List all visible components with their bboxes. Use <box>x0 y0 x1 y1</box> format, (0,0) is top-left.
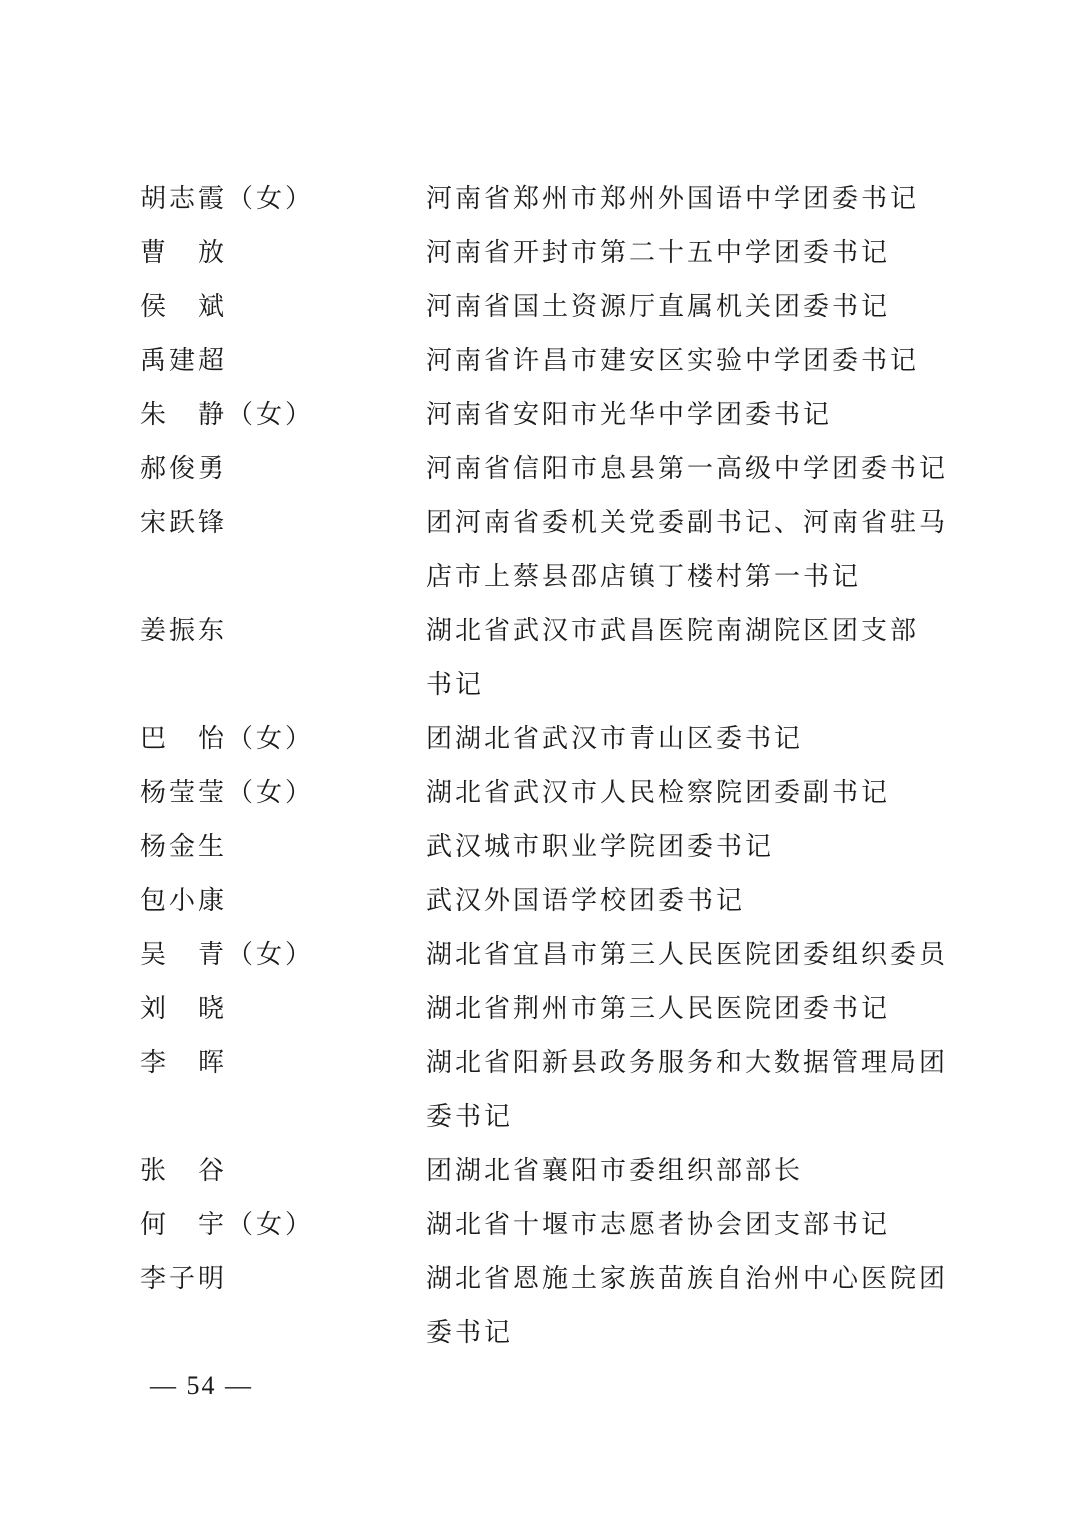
person-name: 郝俊勇 <box>140 454 228 484</box>
list-item <box>0 226 1080 280</box>
organization-line: 湖北省武汉市人民检察院团委副书记 <box>426 778 891 808</box>
person-name: 杨莹莹（女） <box>140 778 315 808</box>
person-name: 何 宇（女） <box>140 1210 315 1240</box>
organization-line: 湖北省十堰市志愿者协会团支部书记 <box>426 1210 891 1240</box>
organization-line: 店市上蔡县邵店镇丁楼村第一书记 <box>426 562 862 592</box>
organization-line: 河南省安阳市光华中学团委书记 <box>426 400 833 430</box>
organization-line: 河南省许昌市建安区实验中学团委书记 <box>426 346 920 376</box>
organization-line: 湖北省阳新县政务服务和大数据管理局团 <box>426 1048 949 1078</box>
honoree-list <box>0 172 1080 1360</box>
organization-line: 湖北省宜昌市第三人民医院团委组织委员 <box>426 940 949 970</box>
person-name: 张 谷 <box>140 1156 228 1186</box>
person-name: 朱 静（女） <box>140 400 315 430</box>
list-item <box>0 820 1080 874</box>
person-name: 曹 放 <box>140 238 228 268</box>
organization-line: 书记 <box>426 670 485 700</box>
organization-line: 团湖北省武汉市青山区委书记 <box>426 724 804 754</box>
organization-line: 河南省信阳市息县第一高级中学团委书记 <box>426 454 949 484</box>
list-item <box>0 334 1080 388</box>
list-item <box>0 1252 1080 1360</box>
organization-line: 湖北省恩施土家族苗族自治州中心医院团 <box>426 1264 949 1294</box>
list-item <box>0 1198 1080 1252</box>
organization-line: 委书记 <box>426 1318 514 1348</box>
person-name: 刘 晓 <box>140 994 228 1024</box>
person-name: 胡志霞（女） <box>140 184 315 214</box>
list-item <box>0 712 1080 766</box>
person-name: 巴 怡（女） <box>140 724 315 754</box>
organization-line: 团河南省委机关党委副书记、河南省驻马 <box>426 508 949 538</box>
person-name: 包小康 <box>140 886 228 916</box>
person-name: 李 晖 <box>140 1048 228 1078</box>
person-name: 宋跃锋 <box>140 508 228 538</box>
organization-line: 团湖北省襄阳市委组织部部长 <box>426 1156 804 1186</box>
person-name: 杨金生 <box>140 832 228 862</box>
list-item <box>0 928 1080 982</box>
list-item <box>0 442 1080 496</box>
page-number: — 54 — <box>150 1371 253 1400</box>
list-item <box>0 280 1080 334</box>
list-item <box>0 982 1080 1036</box>
list-item <box>0 874 1080 928</box>
organization-line: 河南省国土资源厅直属机关团委书记 <box>426 292 891 322</box>
person-name: 侯 斌 <box>140 292 228 322</box>
list-item <box>0 766 1080 820</box>
organization-line: 湖北省荆州市第三人民医院团委书记 <box>426 994 891 1024</box>
organization-line: 武汉外国语学校团委书记 <box>426 886 746 916</box>
list-item <box>0 172 1080 226</box>
list-item <box>0 496 1080 604</box>
organization-line: 武汉城市职业学院团委书记 <box>426 832 775 862</box>
list-item <box>0 1036 1080 1144</box>
person-name: 吴 青（女） <box>140 940 315 970</box>
person-name: 李子明 <box>140 1264 228 1294</box>
list-item <box>0 388 1080 442</box>
organization-line: 湖北省武汉市武昌医院南湖院区团支部 <box>426 616 920 646</box>
organization-line: 河南省开封市第二十五中学团委书记 <box>426 238 891 268</box>
person-name: 姜振东 <box>140 616 228 646</box>
list-item <box>0 604 1080 712</box>
person-name: 禹建超 <box>140 346 228 376</box>
list-item <box>0 1144 1080 1198</box>
organization-line: 河南省郑州市郑州外国语中学团委书记 <box>426 184 920 214</box>
organization-line: 委书记 <box>426 1102 514 1132</box>
